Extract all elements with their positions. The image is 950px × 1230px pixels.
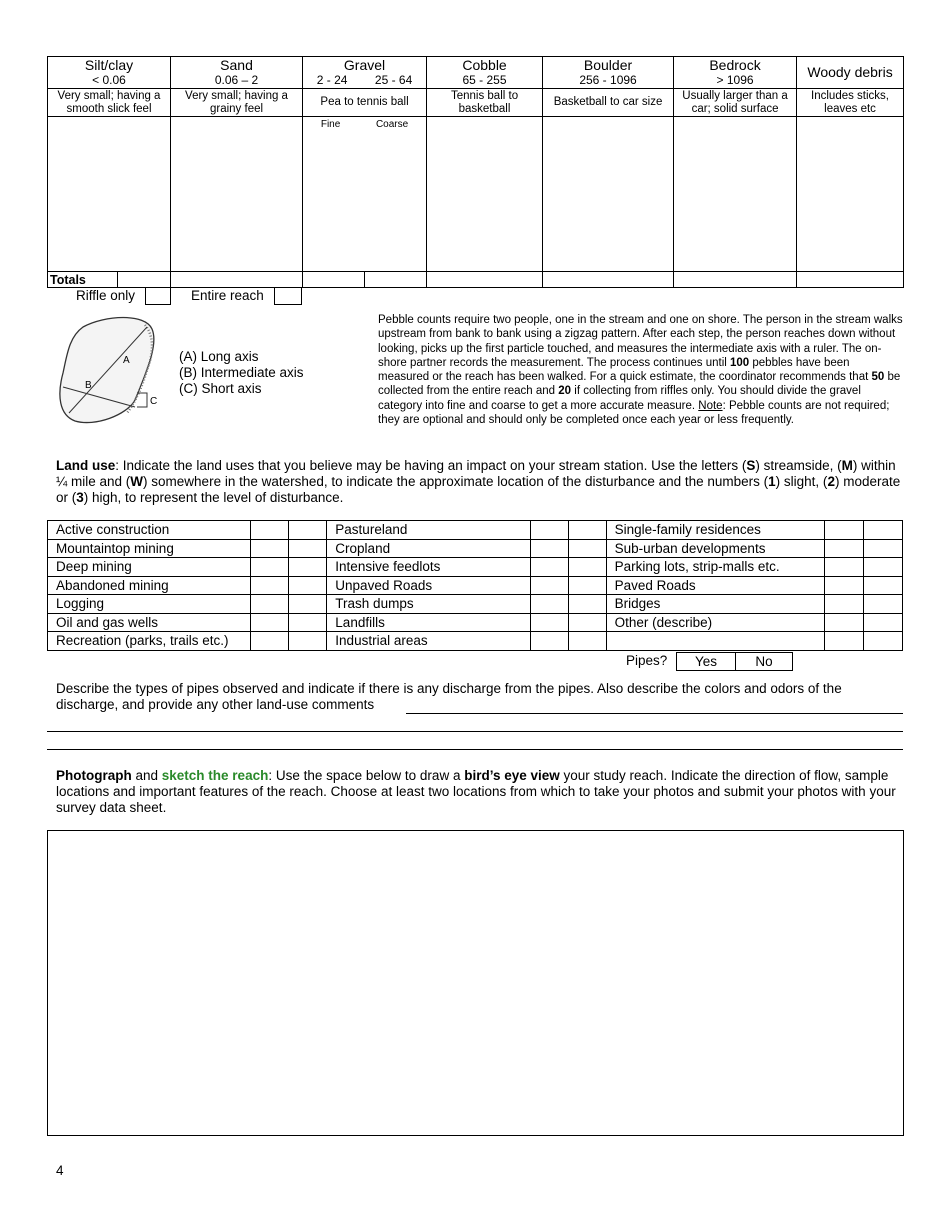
woody-debris-desc: Includes sticks, leaves etc xyxy=(797,89,904,117)
land-use-level-cell[interactable] xyxy=(568,595,606,614)
land-use-location-cell[interactable] xyxy=(251,595,289,614)
land-use-location-cell[interactable] xyxy=(251,632,289,651)
bedrock-tally[interactable] xyxy=(674,117,797,272)
land-use-label: Unpaved Roads xyxy=(327,576,530,595)
page-number: 4 xyxy=(56,1163,64,1178)
land-use-level-cell[interactable] xyxy=(289,632,327,651)
intermediate-axis-label: (B) Intermediate axis xyxy=(179,365,304,380)
gravel-header: Gravel 2 - 24 25 - 64 xyxy=(303,57,427,89)
gravel-coarse-label: Coarse xyxy=(375,119,409,130)
land-use-label: Landfills xyxy=(327,613,530,632)
boulder-desc: Basketball to car size xyxy=(543,89,674,117)
short-axis-bracket xyxy=(137,393,147,407)
totals-label: Totals xyxy=(48,272,118,288)
land-use-label: Abandoned mining xyxy=(48,576,251,595)
land-use-location-cell[interactable] xyxy=(530,521,568,540)
land-use-row xyxy=(48,539,903,558)
land-use-location-cell[interactable] xyxy=(824,632,863,651)
land-use-label: Single-family residences xyxy=(606,521,824,540)
land-use-level-cell[interactable] xyxy=(863,521,902,540)
land-use-label: Parking lots, strip-malls etc. xyxy=(606,558,824,577)
cobble-header: Cobble 65 - 255 xyxy=(427,57,543,89)
riffle-only-label: Riffle only xyxy=(76,288,136,303)
woody-debris-total[interactable] xyxy=(797,272,904,288)
land-use-location-cell[interactable] xyxy=(530,539,568,558)
boulder-total[interactable] xyxy=(543,272,674,288)
axes-legend xyxy=(179,349,304,397)
pipes-answer-line-1[interactable] xyxy=(406,713,903,714)
land-use-level-cell[interactable] xyxy=(863,558,902,577)
land-use-row xyxy=(48,595,903,614)
short-axis-label: (C) Short axis xyxy=(179,381,262,396)
bedrock-header: Bedrock > 1096 xyxy=(674,57,797,89)
silt-clay-header: Silt/clay < 0.06 xyxy=(48,57,171,89)
bedrock-desc: Usually larger than a car; solid surface xyxy=(674,89,797,117)
pipes-no-box[interactable] xyxy=(735,652,793,671)
land-use-level-cell[interactable] xyxy=(568,632,606,651)
pipes-no-label: No xyxy=(755,654,773,669)
land-use-level-cell[interactable] xyxy=(289,613,327,632)
land-use-location-cell[interactable] xyxy=(824,613,863,632)
boulder-tally[interactable] xyxy=(543,117,674,272)
land-use-level-cell[interactable] xyxy=(568,576,606,595)
cobble-desc: Tennis ball to basketball xyxy=(427,89,543,117)
land-use-level-cell[interactable] xyxy=(863,539,902,558)
land-use-location-cell[interactable] xyxy=(824,576,863,595)
land-use-instructions: Land use: Indicate the land uses that you believe may be having an impact on your stream station. Use the letters (S) streamside, (M) within ¼ mile and (W) somewhere in the watershed, to indicate the approximate location of the disturbance and the numbers (1) slight, (2) moderate or (3) high, to represent the level of disturbance. xyxy=(56,458,901,505)
land-use-level-cell[interactable] xyxy=(863,576,902,595)
land-use-label: Mountaintop mining xyxy=(48,539,251,558)
sketch-instructions: Photograph and sketch the reach: Use the space below to draw a bird’s eye view your study reach. Indicate the direction of flow, sample locations and important features of the reach. Choose at least two locations from which to take your photos and submit your photos with your survey data sheet. xyxy=(56,768,896,815)
pebble-count-table xyxy=(47,56,904,288)
cobble-tally[interactable] xyxy=(427,117,543,272)
land-use-row xyxy=(48,613,903,632)
sand-desc: Very small; having a grainy feel xyxy=(171,89,303,117)
pebble-axes-illustration xyxy=(55,315,165,430)
land-use-level-cell[interactable] xyxy=(568,539,606,558)
land-use-row xyxy=(48,558,903,577)
pipes-yes-label: Yes xyxy=(694,654,718,669)
land-use-level-cell[interactable] xyxy=(289,539,327,558)
land-use-level-cell[interactable] xyxy=(289,595,327,614)
land-use-level-cell[interactable] xyxy=(863,632,902,651)
silt-clay-tally[interactable] xyxy=(48,117,171,272)
land-use-location-cell[interactable] xyxy=(530,632,568,651)
gravel-tally[interactable] xyxy=(303,117,427,272)
land-use-location-cell[interactable] xyxy=(530,558,568,577)
land-use-label: Oil and gas wells xyxy=(48,613,251,632)
land-use-label: Industrial areas xyxy=(327,632,530,651)
land-use-level-cell[interactable] xyxy=(289,558,327,577)
land-use-level-cell[interactable] xyxy=(863,595,902,614)
land-use-label: Active construction xyxy=(48,521,251,540)
land-use-label: Cropland xyxy=(327,539,530,558)
land-use-row xyxy=(48,576,903,595)
sand-header: Sand 0.06 – 2 xyxy=(171,57,303,89)
land-use-location-cell[interactable] xyxy=(824,539,863,558)
pipes-yes-box[interactable] xyxy=(676,652,736,671)
gravel-coarse-total[interactable] xyxy=(365,272,427,288)
land-use-location-cell[interactable] xyxy=(251,613,289,632)
land-use-location-cell[interactable] xyxy=(530,613,568,632)
woody-debris-header: Woody debris xyxy=(797,57,904,89)
gravel-desc: Pea to tennis ball xyxy=(303,89,427,117)
land-use-label: Intensive feedlots xyxy=(327,558,530,577)
pipes-description-prompt: Describe the types of pipes observed and indicate if there is any discharge from the pipes. Also describe the colors and odors of the discharge, and provide any other land-use comments xyxy=(56,681,842,712)
land-use-label: Logging xyxy=(48,595,251,614)
entire-reach-checkbox[interactable] xyxy=(274,288,302,305)
pebble-count-instructions: Pebble counts require two people, one in the stream and one on shore. The person in the stream walks upstream from bank to bank using a zigzag pattern. After each step, the person reaches down without looking, picks up the first particle touched, and measures the intermediate axis with a ruler. The on-shore partner records the measurement. The process continues until 100 pebbles have been measured or the reach has been walked. For a quick estimate, the coordinator recommends that 50 be collected from the entire reach and 20 if collecting from riffles only. You should divide the gravel category into fine and coarse to get a more accurate measure. Note: Pebble counts are not required; they are optional and should only be completed once each year or less frequently. xyxy=(378,314,903,427)
land-use-level-cell[interactable] xyxy=(863,613,902,632)
sand-tally[interactable] xyxy=(171,117,303,272)
gravel-fine-label: Fine xyxy=(320,119,341,130)
bedrock-total[interactable] xyxy=(674,272,797,288)
land-use-label: Deep mining xyxy=(48,558,251,577)
silt-clay-desc: Very small; having a smooth slick feel xyxy=(48,89,171,117)
land-use-level-cell[interactable] xyxy=(568,521,606,540)
land-use-location-cell[interactable] xyxy=(251,576,289,595)
land-use-label: Recreation (parks, trails etc.) xyxy=(48,632,251,651)
land-use-location-cell[interactable] xyxy=(251,521,289,540)
land-use-level-cell[interactable] xyxy=(568,558,606,577)
cobble-total[interactable] xyxy=(427,272,543,288)
land-use-location-cell[interactable] xyxy=(824,521,863,540)
pipes-answer-line-2[interactable] xyxy=(47,731,903,732)
land-use-label: Trash dumps xyxy=(327,595,530,614)
land-use-level-cell[interactable] xyxy=(568,613,606,632)
riffle-only-checkbox[interactable] xyxy=(145,288,171,305)
silt-clay-total[interactable] xyxy=(118,272,171,288)
land-use-level-cell[interactable] xyxy=(289,521,327,540)
sand-total[interactable] xyxy=(171,272,303,288)
label-a: A xyxy=(123,355,130,366)
land-use-label: Pastureland xyxy=(327,521,530,540)
land-use-row xyxy=(48,632,903,651)
boulder-header: Boulder 256 - 1096 xyxy=(543,57,674,89)
land-use-label xyxy=(606,632,824,651)
land-use-location-cell[interactable] xyxy=(824,595,863,614)
label-c: C xyxy=(150,396,158,407)
land-use-location-cell[interactable] xyxy=(530,595,568,614)
pipes-label: Pipes? xyxy=(626,653,668,668)
land-use-location-cell[interactable] xyxy=(824,558,863,577)
entire-reach-label: Entire reach xyxy=(191,288,264,303)
land-use-table xyxy=(47,520,903,651)
sketch-area[interactable] xyxy=(47,830,904,1136)
pipes-answer-line-3[interactable] xyxy=(47,749,903,750)
land-use-location-cell[interactable] xyxy=(251,558,289,577)
land-use-level-cell[interactable] xyxy=(289,576,327,595)
land-use-label: Bridges xyxy=(606,595,824,614)
land-use-location-cell[interactable] xyxy=(251,539,289,558)
label-b: B xyxy=(85,380,92,391)
land-use-row xyxy=(48,521,903,540)
long-axis-label: (A) Long axis xyxy=(179,349,259,364)
land-use-label: Sub-urban developments xyxy=(606,539,824,558)
woody-debris-tally[interactable] xyxy=(797,117,904,272)
land-use-location-cell[interactable] xyxy=(530,576,568,595)
land-use-label: Other (describe) xyxy=(606,613,824,632)
land-use-label: Paved Roads xyxy=(606,576,824,595)
gravel-fine-total[interactable] xyxy=(303,272,365,288)
